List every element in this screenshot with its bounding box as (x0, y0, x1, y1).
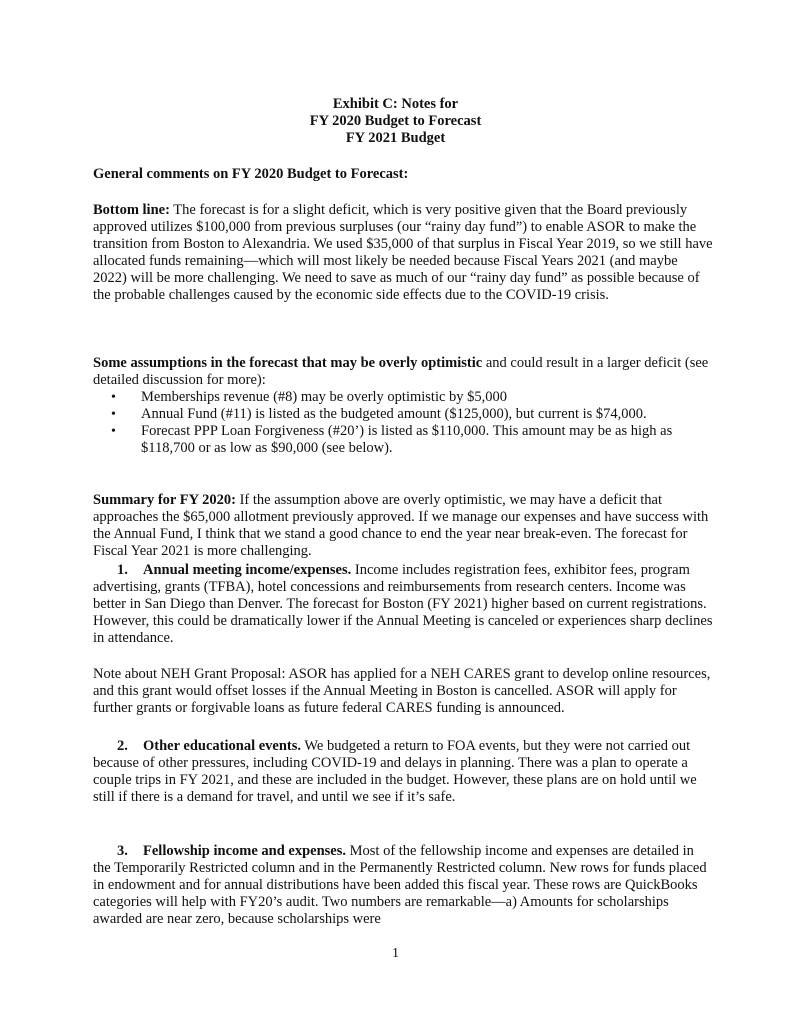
list-item: • Memberships revenue (#8) may be overly optimistic by $5,000 (111, 389, 715, 406)
bottom-line-paragraph (93, 202, 715, 304)
title-line-1: Exhibit C: Notes for (332, 96, 459, 112)
assumptions-list (111, 389, 715, 457)
item-text: Most of the fellowship income and expenses are detailed in the Temporarily Restricted column and in the Permanently Restricted column. New rows for funds placed in endowment and for annual distributions have been added this fiscal year. These rows are QuickBooks categories will help with FY20’s audit. Two numbers are remarkable—a) Amounts for scholarships awarded are near zero, because scholarships were (93, 843, 707, 927)
item-annual-meeting (93, 562, 715, 647)
neh-grant-note: Note about NEH Grant Proposal: ASOR has applied for a NEH CARES grant to develop online resources, and this grant would offset losses if the Annual Meeting in Boston is cancelled. ASOR will apply for further grants or forgivable loans as future federal CARES funding is announced. (93, 666, 711, 716)
list-item: • Forecast PPP Loan Forgiveness (#20’) is listed as $110,000. This amount may be as high as $118,700 or as low as $90,000 (see below). (111, 423, 715, 457)
summary-label: Summary for FY 2020: (93, 492, 236, 508)
item-label: Fellowship income and expenses. (143, 843, 347, 859)
item-text: Income includes registration fees, exhibitor fees, program advertising, grants (TFBA), hotel concessions and reimbursements from research centers. Income was better in San Diego than Denver. The forecast for Boston (FY 2021) higher based on current registrations. However, this could be dramatically lower if the Annual Meeting is canceled or experiences sharp declines in attendance. (93, 562, 713, 646)
general-comments-heading: General comments on FY 2020 Budget to Forecast: (93, 166, 409, 182)
item-number: 1. (117, 562, 128, 578)
item-label: Annual meeting income/expenses. (143, 562, 352, 578)
list-item: • Annual Fund (#11) is listed as the budgeted amount ($125,000), but current is $74,000. (111, 406, 715, 423)
summary-text: If the assumption above are overly optimistic, we may have a deficit that approaches the $65,000 allotment previously approved. If we manage our expenses and have success with the Annual Fund, I think that we stand a good chance to end the year near break-even. The forecast for Fiscal Year 2021 is more challenging. (93, 492, 709, 559)
assumptions-section (93, 355, 715, 457)
bottom-line-label: Bottom line: (93, 202, 170, 218)
item-educational-events (93, 738, 715, 806)
page-number: 1 (392, 946, 399, 961)
bottom-line-text: The forecast is for a slight deficit, which is very positive given that the Board previously approved utilizes $100,000 from previous surpluses (our “rainy day fund”) to enable ASOR to make the transition from Boston to Alexandria. We used $35,000 of that surplus in Fiscal Year 2019, so we still have allocated funds remaining—which will most likely be needed because Fiscal Years 2021 (and maybe 2022) will be more challenging. We need to save as much of our “rainy day fund” as possible because of the probable challenges caused by the economic side effects due to the COVID-19 crisis. (93, 202, 713, 303)
assumptions-label: Some assumptions in the forecast that may be overly optimistic (93, 355, 483, 371)
item-number: 2. (117, 738, 128, 754)
summary-paragraph (93, 492, 715, 560)
assumptions-paragraph (93, 355, 715, 389)
title-line-3: FY 2021 Budget (345, 130, 446, 146)
item-fellowship (93, 843, 715, 928)
document-title (0, 96, 791, 147)
item-text: We budgeted a return to FOA events, but they were not carried out because of other pressures, including COVID-19 and delays in planning. There was a plan to operate a couple trips in FY 2021, and these are included in the budget. However, these plans are on hold until we still if there is a demand for travel, and until we see if it’s safe. (93, 738, 697, 805)
title-line-2: FY 2020 Budget to Forecast (309, 113, 482, 129)
item-number: 3. (117, 843, 128, 859)
item-label: Other educational events. (143, 738, 302, 754)
assumptions-text: and could result in a larger deficit (see detailed discussion for more): (93, 355, 709, 388)
